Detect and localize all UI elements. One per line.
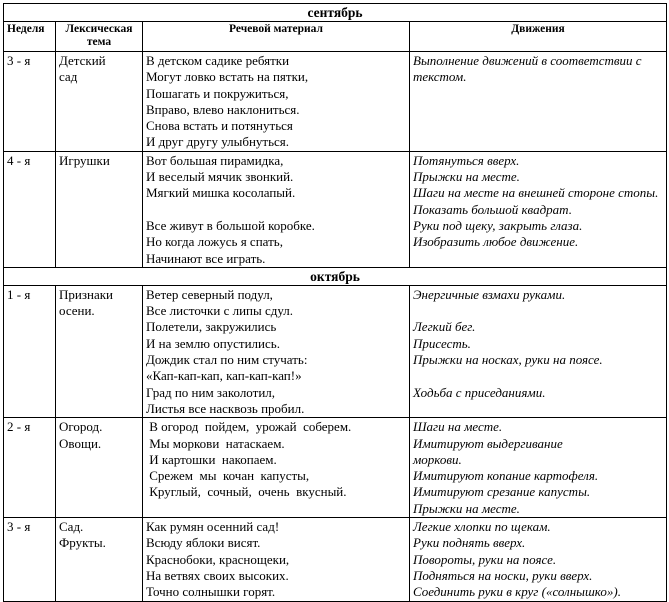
- speech-line: Точно солнышки горят.: [146, 584, 276, 600]
- move-line: Ходьба с приседаниями.: [413, 384, 546, 400]
- speech-gap: [146, 202, 406, 218]
- speech-line: Всюду яблоки висят.: [146, 535, 261, 551]
- move-line: Имитируют срезание капусты.: [413, 484, 591, 500]
- table-row: [4, 285, 667, 417]
- lesson-plan-table: [3, 3, 667, 602]
- speech-line: И картошки накопаем.: [146, 451, 277, 467]
- speech-line: И друг другу улыбнуться.: [146, 134, 290, 150]
- table-row: [4, 418, 667, 518]
- speech-line: Снова встать и потянуться: [146, 118, 293, 134]
- speech-line: Вот большая пирамидка,: [146, 152, 284, 168]
- theme-line: Овощи.: [59, 435, 102, 451]
- week-cell: 4 - я: [4, 151, 56, 267]
- month-row: [4, 4, 667, 22]
- speech-line: И на землю опустились.: [146, 335, 280, 351]
- move-line: Выполнение движений в соответствии с текстом.: [413, 53, 642, 85]
- week-cell: 3 - я: [4, 52, 56, 152]
- theme-line: Игрушки: [59, 152, 110, 168]
- speech-cell: [143, 151, 410, 267]
- moves-cell: [410, 418, 667, 518]
- speech-line: Краснобоки, краснощеки,: [146, 551, 290, 567]
- table-row: [4, 518, 667, 601]
- move-line: Шаги на месте.: [413, 419, 503, 435]
- theme-cell: [56, 151, 143, 267]
- moves-cell: [410, 285, 667, 417]
- speech-line: На ветвях своих высоких.: [146, 567, 289, 583]
- speech-line: Могут ловко встать на пятки,: [146, 69, 309, 85]
- speech-line: Все листочки с липы сдул.: [146, 303, 294, 319]
- move-line: Показать большой квадрат.: [413, 201, 572, 217]
- moves-cell: [410, 518, 667, 601]
- moves-cell: [410, 52, 667, 152]
- move-gap: [413, 303, 663, 319]
- theme-line: Признаки: [59, 286, 113, 302]
- speech-line: Как румян осенний сад!: [146, 519, 280, 535]
- month-row: [4, 267, 667, 285]
- header-row: [4, 22, 667, 52]
- move-line: Подняться на носки, руки вверх.: [413, 567, 593, 583]
- theme-line: Сад.: [59, 519, 84, 535]
- week-cell: 2 - я: [4, 418, 56, 518]
- speech-line: Мы моркови натаскаем.: [146, 435, 285, 451]
- move-line: Имитируют копание картофеля.: [413, 468, 599, 484]
- move-line: Руки поднять вверх.: [413, 535, 526, 551]
- theme-line: Фрукты.: [59, 535, 106, 551]
- move-line: Прыжки на месте.: [413, 500, 520, 516]
- move-line: Повороты, руки на поясе.: [413, 551, 557, 567]
- theme-cell: [56, 418, 143, 518]
- week-cell: 1 - я: [4, 285, 56, 417]
- speech-cell: [143, 418, 410, 518]
- move-line: моркови.: [413, 451, 462, 467]
- move-line: Прыжки на носках, руки на поясе.: [413, 352, 603, 368]
- speech-line: В огород пойдем, урожай соберем.: [146, 419, 352, 435]
- speech-line: Пошагать и покружиться,: [146, 85, 289, 101]
- speech-line: Дождик стал по ним стучать:: [146, 352, 308, 368]
- month-title: октябрь: [4, 267, 667, 285]
- speech-line: Все живут в большой коробке.: [146, 217, 315, 233]
- table-row: [4, 52, 667, 152]
- speech-cell: [143, 518, 410, 601]
- move-gap: [413, 368, 663, 384]
- speech-cell: [143, 285, 410, 417]
- speech-line: И веселый мячик звонкий.: [146, 169, 294, 185]
- theme-cell: [56, 518, 143, 601]
- move-line: Имитируют выдергивание: [413, 435, 563, 451]
- move-line: Присесть.: [413, 335, 471, 351]
- speech-line: Круглый, сочный, очень вкусный.: [146, 484, 347, 500]
- header-moves: Движения: [410, 22, 667, 52]
- move-line: Легкий бег.: [413, 319, 476, 335]
- speech-line: Вправо, влево наклониться.: [146, 101, 300, 117]
- week-cell: 3 - я: [4, 518, 56, 601]
- table-row: [4, 151, 667, 267]
- speech-line: Мягкий мишка косолапый.: [146, 185, 296, 201]
- theme-line: осени.: [59, 303, 95, 319]
- move-line: Шаги на месте на внешней стороне стопы.: [413, 185, 659, 201]
- speech-line: Срежем мы кочан капусты,: [146, 468, 310, 484]
- moves-cell: [410, 151, 667, 267]
- move-line: Руки под щеку, закрыть глаза.: [413, 217, 583, 233]
- header-week: Неделя: [4, 22, 56, 52]
- speech-line: Начинают все играть.: [146, 250, 266, 266]
- speech-line: Но когда ложусь я спать,: [146, 234, 283, 250]
- speech-line: Град по ним заколотил,: [146, 384, 276, 400]
- header-theme: Лексическая тема: [56, 22, 143, 52]
- move-line: Потянуться вверх.: [413, 152, 520, 168]
- speech-line: Полетели, закружились: [146, 319, 277, 335]
- move-line: Соединить руки в круг («солнышко»).: [413, 584, 621, 600]
- theme-line: Детский: [59, 53, 106, 68]
- theme-cell: [56, 285, 143, 417]
- theme-line: сад: [59, 69, 78, 85]
- theme-cell: [56, 52, 143, 152]
- theme-line: Огород.: [59, 419, 103, 435]
- speech-line: В детском садике ребятки: [146, 53, 290, 68]
- speech-line: Ветер северный подул,: [146, 286, 273, 302]
- speech-cell: [143, 52, 410, 152]
- move-line: Легкие хлопки по щекам.: [413, 519, 551, 535]
- speech-line: «Кап-кап-кап, кап-кап-кап!»: [146, 368, 302, 384]
- move-line: Энергичные взмахи руками.: [413, 286, 566, 302]
- move-line: Изобразить любое движение.: [413, 234, 579, 250]
- move-line: Прыжки на месте.: [413, 169, 520, 185]
- speech-line: Листья все насквозь пробил.: [146, 400, 305, 416]
- header-speech: Речевой материал: [143, 22, 410, 52]
- month-title: сентябрь: [4, 4, 667, 22]
